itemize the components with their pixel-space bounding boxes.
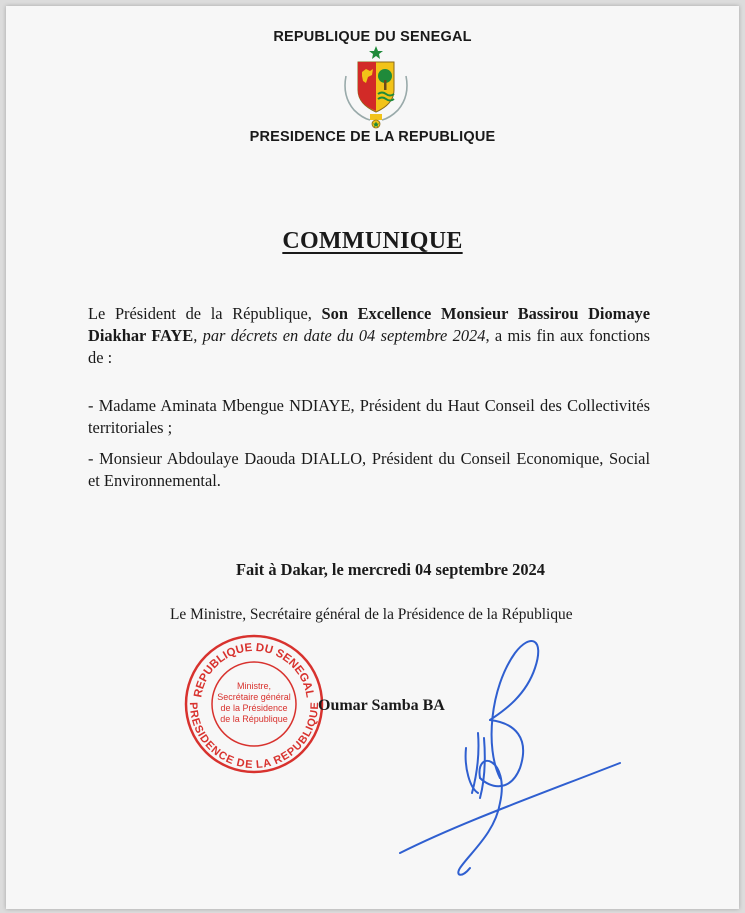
handwritten-signature	[380, 628, 625, 883]
coat-of-arms-icon	[340, 46, 412, 130]
intro-lead: Le Président de la République,	[88, 304, 322, 323]
stamp-line: Ministre,	[236, 681, 272, 691]
header-country: REPUBLIQUE DU SENEGAL	[273, 29, 472, 45]
signatory-name: Oumar Samba BA	[318, 697, 445, 714]
intro-paragraph	[88, 303, 650, 369]
stamp-line: de la République	[220, 714, 288, 724]
document-title: COMMUNIQUE	[282, 228, 463, 254]
list-item: - Madame Aminata Mbengue NDIAYE, Président du Haut Conseil des Collectivités territoriales ;	[88, 396, 650, 437]
stamp-ring-top: REPUBLIQUE DU SENEGAL	[192, 641, 316, 699]
list-item: - Monsieur Abdoulaye Daouda DIALLO, Président du Conseil Economique, Social et Environnemental.	[88, 449, 650, 490]
signatory-title: Le Ministre, Secrétaire général de la Présidence de la République	[170, 606, 573, 623]
intro-name: Son Excellence Monsieur Bassirou Diomaye Diakhar FAYE	[88, 304, 650, 345]
stamp-line: Secrétaire général	[217, 692, 291, 702]
place-date: Fait à Dakar, le mercredi 04 septembre 2024	[236, 560, 545, 579]
intro-decree: , par décrets en date du 04 septembre 2024	[193, 326, 486, 345]
header-office: PRESIDENCE DE LA REPUBLIQUE	[249, 129, 496, 145]
official-stamp	[183, 633, 325, 775]
stamp-line: de la Présidence	[220, 703, 288, 713]
intro-tail: , a mis fin aux fonctions de :	[88, 326, 650, 367]
stamp-ring-bottom: PRESIDENCE DE LA REPUBLIQUE	[186, 702, 322, 772]
